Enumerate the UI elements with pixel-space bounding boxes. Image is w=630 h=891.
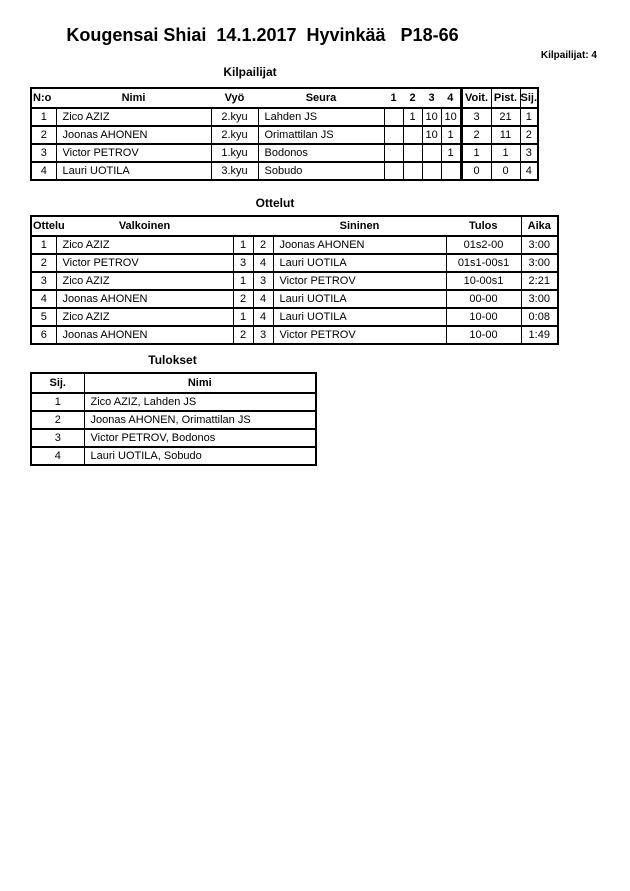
match-row	[31, 326, 558, 344]
match-no-cell: 5	[31, 308, 56, 326]
round-1-cell	[384, 162, 403, 180]
col-nimi: Nimi	[56, 88, 211, 108]
time-cell: 3:00	[521, 254, 558, 272]
belt-cell: 1.kyu	[211, 144, 258, 162]
no-cell: 2	[31, 126, 56, 144]
time-cell: 1:49	[521, 326, 558, 344]
white-name-cell: Zico AZIZ	[56, 272, 233, 290]
round-2-cell: 1	[403, 108, 422, 126]
white-no-cell: 1	[233, 308, 253, 326]
belt-cell: 2.kyu	[211, 126, 258, 144]
tulokset-table	[30, 372, 317, 466]
round-4-cell: 10	[441, 108, 461, 126]
belt-cell: 2.kyu	[211, 108, 258, 126]
col-sij: Sij.	[31, 373, 84, 393]
kilpailijat-row	[31, 108, 538, 126]
club-cell: Bodonos	[258, 144, 384, 162]
ottelut-table	[30, 215, 559, 345]
belt-cell: 3.kyu	[211, 162, 258, 180]
place-cell: 1	[520, 108, 538, 126]
col-blue-no	[253, 216, 273, 236]
wins-cell: 0	[461, 162, 491, 180]
col-pist: Pist.	[491, 88, 520, 108]
blue-no-cell: 3	[253, 326, 273, 344]
round-1-cell	[384, 126, 403, 144]
white-no-cell: 2	[233, 290, 253, 308]
result-cell: 00-00	[446, 290, 521, 308]
white-name-cell: Zico AZIZ	[56, 236, 233, 254]
no-cell: 1	[31, 108, 56, 126]
name-cell: Lauri UOTILA, Sobudo	[84, 447, 316, 465]
place-cell: 2	[31, 411, 84, 429]
blue-no-cell: 4	[253, 290, 273, 308]
round-2-cell	[403, 162, 422, 180]
match-row	[31, 272, 558, 290]
blue-name-cell: Victor PETROV	[273, 272, 446, 290]
col-white-no	[233, 216, 253, 236]
points-cell: 1	[491, 144, 520, 162]
round-4-cell: 1	[441, 144, 461, 162]
no-cell: 3	[31, 144, 56, 162]
wins-cell: 1	[461, 144, 491, 162]
white-no-cell: 1	[233, 236, 253, 254]
col-sij: Sij.	[520, 88, 538, 108]
round-4-cell: 1	[441, 126, 461, 144]
page-title: Kougensai Shiai 14.1.2017 Hyvinkää P18-66	[66, 25, 459, 45]
result-cell: 01s1-00s1	[446, 254, 521, 272]
result-cell: 10-00s1	[446, 272, 521, 290]
match-no-cell: 4	[31, 290, 56, 308]
result-row	[31, 429, 316, 447]
place-cell: 1	[31, 393, 84, 411]
name-cell: Joonas AHONEN, Orimattilan JS	[84, 411, 316, 429]
round-3-cell	[422, 162, 441, 180]
result-cell: 01s2-00	[446, 236, 521, 254]
match-no-cell: 1	[31, 236, 56, 254]
col-ottelu: Ottelu	[31, 216, 56, 236]
name-cell: Joonas AHONEN	[56, 126, 211, 144]
col-aika: Aika	[521, 216, 558, 236]
white-no-cell: 2	[233, 326, 253, 344]
kilpailijat-table	[30, 87, 539, 181]
club-cell: Sobudo	[258, 162, 384, 180]
white-name-cell: Joonas AHONEN	[56, 290, 233, 308]
name-cell: Lauri UOTILA	[56, 162, 211, 180]
kilpailijat-header-row	[31, 88, 538, 108]
white-no-cell: 1	[233, 272, 253, 290]
no-cell: 4	[31, 162, 56, 180]
name-cell: Zico AZIZ, Lahden JS	[84, 393, 316, 411]
round-3-cell	[422, 144, 441, 162]
kilpailijat-row	[31, 126, 538, 144]
time-cell: 3:00	[521, 236, 558, 254]
time-cell: 3:00	[521, 290, 558, 308]
ottelut-header-row	[31, 216, 558, 236]
col-nimi: Nimi	[84, 373, 316, 393]
tulokset-header-row	[31, 373, 316, 393]
white-name-cell: Zico AZIZ	[56, 308, 233, 326]
col-sininen: Sininen	[273, 216, 446, 236]
blue-no-cell: 2	[253, 236, 273, 254]
time-cell: 2:21	[521, 272, 558, 290]
name-cell: Victor PETROV	[56, 144, 211, 162]
col-r3: 3	[422, 88, 441, 108]
col-tulos: Tulos	[446, 216, 521, 236]
blue-no-cell: 4	[253, 254, 273, 272]
col-r1: 1	[384, 88, 403, 108]
place-cell: 4	[520, 162, 538, 180]
col-voit: Voit.	[461, 88, 491, 108]
white-no-cell: 3	[233, 254, 253, 272]
white-name-cell: Victor PETROV	[56, 254, 233, 272]
round-3-cell: 10	[422, 108, 441, 126]
round-1-cell	[384, 108, 403, 126]
name-cell: Zico AZIZ	[56, 108, 211, 126]
points-cell: 11	[491, 126, 520, 144]
result-row	[31, 411, 316, 429]
match-row	[31, 308, 558, 326]
match-no-cell: 6	[31, 326, 56, 344]
white-name-cell: Joonas AHONEN	[56, 326, 233, 344]
match-no-cell: 3	[31, 272, 56, 290]
col-valkoinen: Valkoinen	[56, 216, 233, 236]
result-cell: 10-00	[446, 326, 521, 344]
kilpailijat-row	[31, 162, 538, 180]
place-cell: 4	[31, 447, 84, 465]
time-cell: 0:08	[521, 308, 558, 326]
round-4-cell	[441, 162, 461, 180]
col-no: N:o	[31, 88, 56, 108]
name-cell: Victor PETROV, Bodonos	[84, 429, 316, 447]
place-cell: 3	[31, 429, 84, 447]
round-3-cell: 10	[422, 126, 441, 144]
points-cell: 21	[491, 108, 520, 126]
blue-name-cell: Victor PETROV	[273, 326, 446, 344]
round-2-cell	[403, 126, 422, 144]
match-row	[31, 236, 558, 254]
match-row	[31, 254, 558, 272]
col-r4: 4	[441, 88, 461, 108]
section-title-ottelut: Ottelut	[255, 196, 295, 210]
col-vyo: Vyö	[211, 88, 258, 108]
competitor-count-label: Kilpailijat: 4	[540, 50, 597, 61]
match-row	[31, 290, 558, 308]
place-cell: 2	[520, 126, 538, 144]
place-cell: 3	[520, 144, 538, 162]
round-1-cell	[384, 144, 403, 162]
wins-cell: 3	[461, 108, 491, 126]
col-seura: Seura	[258, 88, 384, 108]
section-title-tulokset: Tulokset	[148, 353, 197, 367]
col-r2: 2	[403, 88, 422, 108]
kilpailijat-row	[31, 144, 538, 162]
result-row	[31, 447, 316, 465]
round-2-cell	[403, 144, 422, 162]
result-cell: 10-00	[446, 308, 521, 326]
section-title-kilpailijat: Kilpailijat	[223, 65, 277, 79]
blue-name-cell: Joonas AHONEN	[273, 236, 446, 254]
points-cell: 0	[491, 162, 520, 180]
club-cell: Orimattilan JS	[258, 126, 384, 144]
blue-name-cell: Lauri UOTILA	[273, 254, 446, 272]
result-row	[31, 393, 316, 411]
blue-no-cell: 4	[253, 308, 273, 326]
blue-no-cell: 3	[253, 272, 273, 290]
wins-cell: 2	[461, 126, 491, 144]
club-cell: Lahden JS	[258, 108, 384, 126]
blue-name-cell: Lauri UOTILA	[273, 308, 446, 326]
blue-name-cell: Lauri UOTILA	[273, 290, 446, 308]
match-no-cell: 2	[31, 254, 56, 272]
